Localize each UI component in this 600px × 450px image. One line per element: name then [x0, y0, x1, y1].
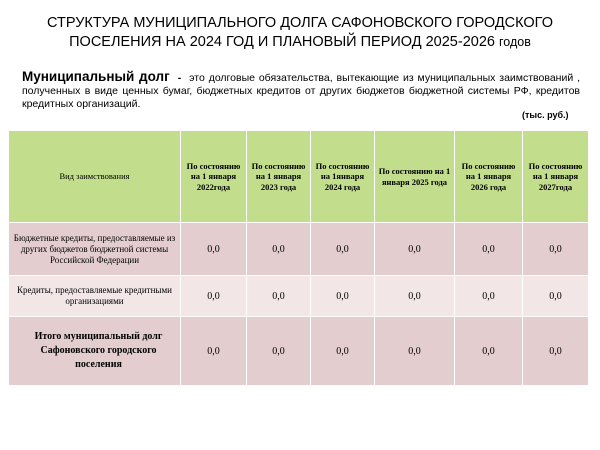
header-2026-label: По состоянию на 1 января 2026 года [461, 160, 516, 192]
units-label: (тыс. руб.) [522, 110, 569, 120]
table-header-row [9, 131, 589, 223]
page-title [20, 14, 580, 52]
table-cell: 0,0 [523, 276, 589, 317]
header-borrowing-type: Вид заимствования [9, 131, 181, 223]
table-cell: 0,0 [247, 223, 311, 276]
table-row-total-debt [9, 317, 589, 386]
table-cell: 0,0 [181, 223, 247, 276]
header-2024-label: По состоянию на 1января 2024 года [315, 160, 370, 192]
title-line-2-suffix: годов [499, 35, 531, 49]
header-2027 [523, 131, 589, 223]
table-cell: 0,0 [247, 276, 311, 317]
table-cell: 0,0 [181, 276, 247, 317]
row-label-bank-credits: Кредиты, предоставляемые кредитными организациями [9, 276, 181, 317]
definition-text: это долговые обязательства, вытекающие из муниципальных заимствований , полученных в виде ценных бумаг, бюджетных кредитов от других бюджетов бюджетной системы РФ, кредитов кредитных организаций. [22, 72, 580, 110]
table-cell: 0,0 [375, 276, 455, 317]
header-2024 [311, 131, 375, 223]
title-line-1: СТРУКТУРА МУНИЦИПАЛЬНОГО ДОЛГА САФОНОВСКОГО ГОРОДСКОГО [47, 15, 553, 31]
table-cell: 0,0 [523, 223, 589, 276]
header-2027-label: По состоянию на 1 января 2027года [528, 160, 583, 192]
header-2025 [375, 131, 455, 223]
definition-paragraph [22, 70, 580, 111]
table-cell: 0,0 [455, 276, 523, 317]
table-cell: 0,0 [311, 276, 375, 317]
row-label-total-debt: Итого муниципальный долг Сафоновского городского поселения [9, 317, 181, 386]
table-cell: 0,0 [311, 317, 375, 386]
definition-term: Муниципальный долг [22, 69, 170, 84]
debt-structure-table [8, 130, 589, 386]
table-cell: 0,0 [181, 317, 247, 386]
header-2025-label: По состоянию на 1 января 2025 года [378, 166, 451, 187]
title-line-2-main: ПОСЕЛЕНИЯ НА 2024 ГОД И ПЛАНОВЫЙ ПЕРИОД 2025-2026 [69, 34, 495, 50]
table-cell: 0,0 [523, 317, 589, 386]
table-cell: 0,0 [455, 223, 523, 276]
table-row-budget-credits [9, 223, 589, 276]
table-cell: 0,0 [375, 223, 455, 276]
table-cell: 0,0 [455, 317, 523, 386]
table-cell: 0,0 [375, 317, 455, 386]
header-2022-label: По состоянию на 1 января 2022года [186, 160, 241, 192]
header-2023-label: По состоянию на 1 января 2023 года [251, 160, 306, 192]
row-label-budget-credits: Бюджетные кредиты, предоставляемые из других бюджетов бюджетной системы Российской Федерации [9, 223, 181, 276]
table-cell: 0,0 [311, 223, 375, 276]
header-2023 [247, 131, 311, 223]
title-line-2 [20, 33, 580, 52]
definition-dash: - [177, 72, 182, 84]
header-2022 [181, 131, 247, 223]
table-cell: 0,0 [247, 317, 311, 386]
table-row-bank-credits [9, 276, 589, 317]
header-2026 [455, 131, 523, 223]
